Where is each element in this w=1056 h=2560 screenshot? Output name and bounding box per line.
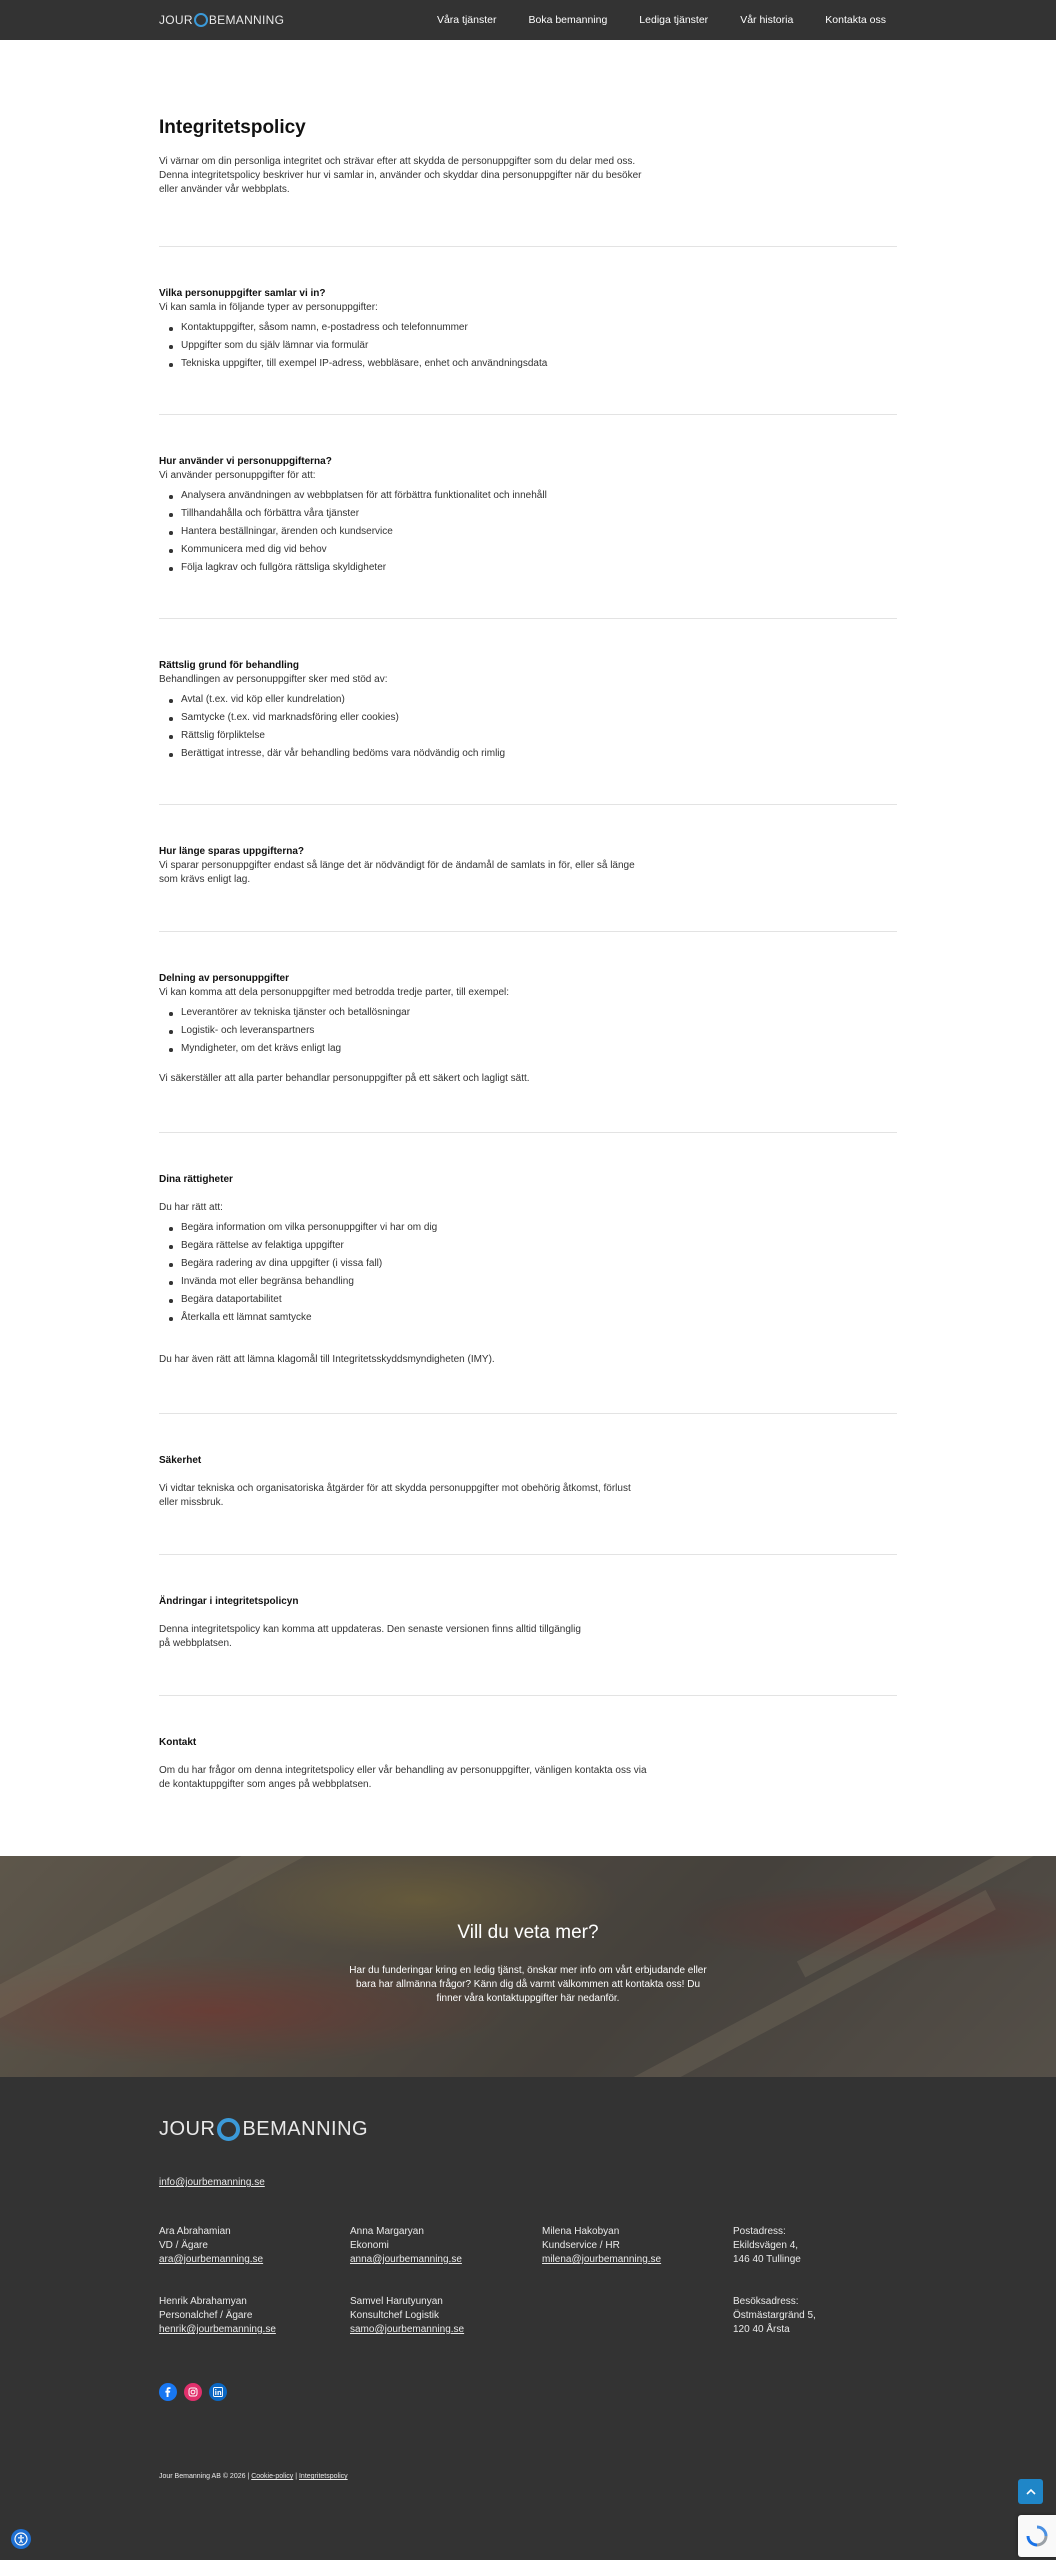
recaptcha-badge[interactable] <box>1018 2515 1056 2557</box>
list-item: Tekniska uppgifter, till exempel IP-adress, webbläsare, enhet och användningsdata <box>181 355 897 373</box>
section-lead: Behandlingen av personuppgifter sker med stöd av: <box>159 674 388 685</box>
section-lead: Du har rätt att: <box>159 1202 223 1213</box>
list-item: Invända mot eller begränsa behandling <box>181 1273 897 1291</box>
section-heading: Säkerhet <box>159 1455 202 1466</box>
privacy-policy-link[interactable]: Integritetspolicy <box>298 2473 348 2480</box>
logo-text-bemanning: BEMANNING <box>242 2117 369 2140</box>
section-heading: Rättslig grund för behandling <box>159 660 299 671</box>
section-heading: Vilka personuppgifter samlar vi in? <box>159 288 326 299</box>
section-contact <box>159 1736 897 1792</box>
section-lead: Vi kan komma att dela personuppgifter med betrodda tredje parter, till exempel: <box>159 987 510 998</box>
bullet-list <box>159 1004 897 1058</box>
list-item: Rättslig förpliktelse <box>181 727 897 745</box>
section-text: Denna integritetspolicy kan komma att uppdateras. Den senaste versionen finns alltid tillgänglig på webbplatsen. <box>159 1624 581 1649</box>
list-item: Avtal (t.ex. vid köp eller kundrelation) <box>181 691 897 709</box>
postal-address-line1: Ekildsvägen 4, <box>733 2240 799 2251</box>
list-item: Kommunicera med dig vid behov <box>181 541 897 559</box>
section-text: Om du har frågor om denna integritetspolicy eller vår behandling av personuppgifter, vänligen kontakta oss via de kontaktuppgifter som anges på webbplatsen. <box>159 1765 647 1790</box>
visiting-address-label: Besöksadress: <box>733 2296 799 2307</box>
logo-ring-icon <box>217 2118 240 2141</box>
section-changes <box>159 1595 897 1651</box>
list-item: Uppgifter som du själv lämnar via formulär <box>181 337 897 355</box>
accessibility-button[interactable] <box>11 2529 31 2549</box>
logo-text-jour: JOUR <box>159 2117 216 2140</box>
divider <box>159 1695 897 1696</box>
list-item: Begära dataportabilitet <box>181 1291 897 1309</box>
person-email-link[interactable]: samo@jourbemanning.se <box>350 2324 465 2335</box>
divider <box>159 246 897 247</box>
accessibility-icon <box>14 2532 28 2546</box>
site-footer <box>0 2077 1056 2560</box>
nav-link-var-historia[interactable]: Vår historia <box>740 14 794 26</box>
list-item: Begära radering av dina uppgifter (i vissa fall) <box>181 1255 897 1273</box>
section-heading: Delning av personuppgifter <box>159 973 290 984</box>
instagram-icon[interactable] <box>184 2383 202 2401</box>
list-item: Samtycke (t.ex. vid marknadsföring eller cookies) <box>181 709 897 727</box>
section-retention <box>159 845 897 887</box>
privacy-policy-content <box>159 117 897 1792</box>
divider <box>159 414 897 415</box>
list-item: Återkalla ett lämnat samtycke <box>181 1309 897 1327</box>
postal-address <box>733 2225 801 2267</box>
nav-link-boka-bemanning[interactable]: Boka bemanning <box>528 14 608 26</box>
section-collect <box>159 287 897 373</box>
facebook-icon[interactable] <box>159 2383 177 2401</box>
contact-person <box>159 2225 263 2267</box>
person-name: Anna Margaryan <box>350 2226 424 2237</box>
contact-person <box>159 2295 276 2337</box>
visiting-address-line2: 120 40 Årsta <box>733 2324 790 2335</box>
logo-ring-icon <box>194 13 208 27</box>
logo-text-bemanning: BEMANNING <box>208 13 285 27</box>
recaptcha-icon <box>1026 2525 1048 2547</box>
linkedin-icon[interactable] <box>209 2383 227 2401</box>
cta-banner <box>0 1856 1056 2077</box>
footer-logo[interactable] <box>159 2116 368 2142</box>
page-title: Integritetspolicy <box>159 117 306 138</box>
postal-address-line2: 146 40 Tullinge <box>733 2254 801 2265</box>
visiting-address-line1: Östmästargränd 5, <box>733 2310 816 2321</box>
contact-person <box>350 2295 464 2337</box>
list-item: Logistik- och leveranspartners <box>181 1022 897 1040</box>
person-email-link[interactable]: milena@jourbemanning.se <box>542 2254 662 2265</box>
copyright-divider: | <box>295 2473 298 2480</box>
section-rights <box>159 1173 897 1367</box>
cta-title: Vill du veta mer? <box>457 1922 599 1943</box>
footer-email-link[interactable]: info@jourbemanning.se <box>159 2177 265 2188</box>
section-security <box>159 1454 897 1510</box>
divider <box>159 1132 897 1133</box>
section-heading: Hur använder vi personuppgifterna? <box>159 456 332 467</box>
section-heading: Dina rättigheter <box>159 1174 233 1185</box>
section-note: Vi säkerställer att alla parter behandlar personuppgifter på ett säkert och lagligt sätt. <box>159 1073 530 1084</box>
person-role: Konsultchef Logistik <box>350 2310 439 2321</box>
section-note: Du har även rätt att lämna klagomål till Integritetsskyddsmyndigheten (IMY). <box>159 1354 495 1365</box>
postal-address-label: Postadress: <box>733 2226 786 2237</box>
scroll-to-top-button[interactable] <box>1018 2479 1043 2504</box>
list-item: Analysera användningen av webbplatsen för att förbättra funktionalitet och innehåll <box>181 487 897 505</box>
person-email-link[interactable]: henrik@jourbemanning.se <box>159 2324 276 2335</box>
section-heading: Ändringar i integritetspolicyn <box>159 1596 299 1607</box>
bullet-list <box>159 1219 897 1327</box>
list-item: Leverantörer av tekniska tjänster och betallösningar <box>181 1004 897 1022</box>
divider <box>159 804 897 805</box>
list-item: Kontaktuppgifter, såsom namn, e-postadress och telefonnummer <box>181 319 897 337</box>
divider <box>159 931 897 932</box>
list-item: Hantera beställningar, ärenden och kundservice <box>181 523 897 541</box>
top-navigation-bar <box>0 0 1056 40</box>
section-text: Vi sparar personuppgifter endast så länge det är nödvändigt för de ändamål de samlats in för, eller så länge som krävs enligt lag. <box>159 860 635 885</box>
bullet-list <box>159 691 897 763</box>
list-item: Begära rättelse av felaktiga uppgifter <box>181 1237 897 1255</box>
nav-link-vara-tjanster[interactable]: Våra tjänster <box>436 14 497 26</box>
nav-link-lediga-tjanster[interactable]: Lediga tjänster <box>639 14 709 26</box>
person-name: Henrik Abrahamyan <box>159 2296 247 2307</box>
section-lead: Vi använder personuppgifter för att: <box>159 470 316 481</box>
person-email-link[interactable]: anna@jourbemanning.se <box>350 2254 462 2265</box>
list-item: Berättigat intresse, där vår behandling bedöms vara nödvändig och rimlig <box>181 745 897 763</box>
person-role: VD / Ägare <box>159 2240 208 2251</box>
person-name: Milena Hakobyan <box>542 2226 620 2237</box>
divider <box>159 1413 897 1414</box>
section-lead: Vi kan samla in följande typer av personuppgifter: <box>159 302 378 313</box>
social-links <box>159 2383 227 2401</box>
section-legal-basis <box>159 659 897 763</box>
section-sharing <box>159 972 897 1086</box>
divider <box>159 1554 897 1555</box>
person-name: Ara Abrahamian <box>159 2226 231 2237</box>
copyright-text: Jour Bemanning AB © 2026 | <box>159 2473 250 2480</box>
section-use <box>159 455 897 577</box>
section-text: Vi vidtar tekniska och organisatoriska åtgärder för att skydda personuppgifter mot obehörig åtkomst, förlust eller missbruk. <box>159 1483 631 1508</box>
cta-text: Har du funderingar kring en ledig tjänst, önskar mer info om vårt erbjudande eller bara har allmänna frågor? Känn dig då varmt välkommen att kontakta oss! Du finner våra kontaktuppgifter här nedanför. <box>349 1965 707 2004</box>
section-heading: Kontakt <box>159 1737 197 1748</box>
site-logo[interactable] <box>159 11 284 29</box>
list-item: Följa lagkrav och fullgöra rättsliga skyldigheter <box>181 559 897 577</box>
person-role: Ekonomi <box>350 2240 389 2251</box>
bullet-list <box>159 487 897 577</box>
chevron-up-icon <box>1025 2486 1037 2498</box>
copyright-line <box>159 2473 348 2480</box>
contact-person <box>350 2225 462 2267</box>
section-heading: Hur länge sparas uppgifterna? <box>159 846 305 857</box>
nav-link-kontakta-oss[interactable]: Kontakta oss <box>825 14 886 26</box>
intro-text: Vi värnar om din personliga integritet och strävar efter att skydda de personuppgifter som du delar med oss. Denna integritetspolicy beskriver hur vi samlar in, använder och skyddar dina personuppgifter när du besöker eller använder vår webbplats. <box>159 156 642 195</box>
contact-person <box>542 2225 661 2267</box>
visiting-address <box>733 2295 816 2337</box>
cookie-policy-link[interactable]: Cookie-policy <box>251 2473 294 2480</box>
divider <box>159 618 897 619</box>
list-item: Myndigheter, om det krävs enligt lag <box>181 1040 897 1058</box>
person-email-link[interactable]: ara@jourbemanning.se <box>159 2254 264 2265</box>
main-nav <box>437 0 886 40</box>
person-role: Kundservice / HR <box>542 2240 620 2251</box>
list-item: Tillhandahålla och förbättra våra tjänster <box>181 505 897 523</box>
logo-text-jour: JOUR <box>159 13 193 27</box>
list-item: Begära information om vilka personuppgifter vi har om dig <box>181 1219 897 1237</box>
bullet-list <box>159 319 897 373</box>
person-role: Personalchef / Ägare <box>159 2310 253 2321</box>
person-name: Samvel Harutyunyan <box>350 2296 443 2307</box>
